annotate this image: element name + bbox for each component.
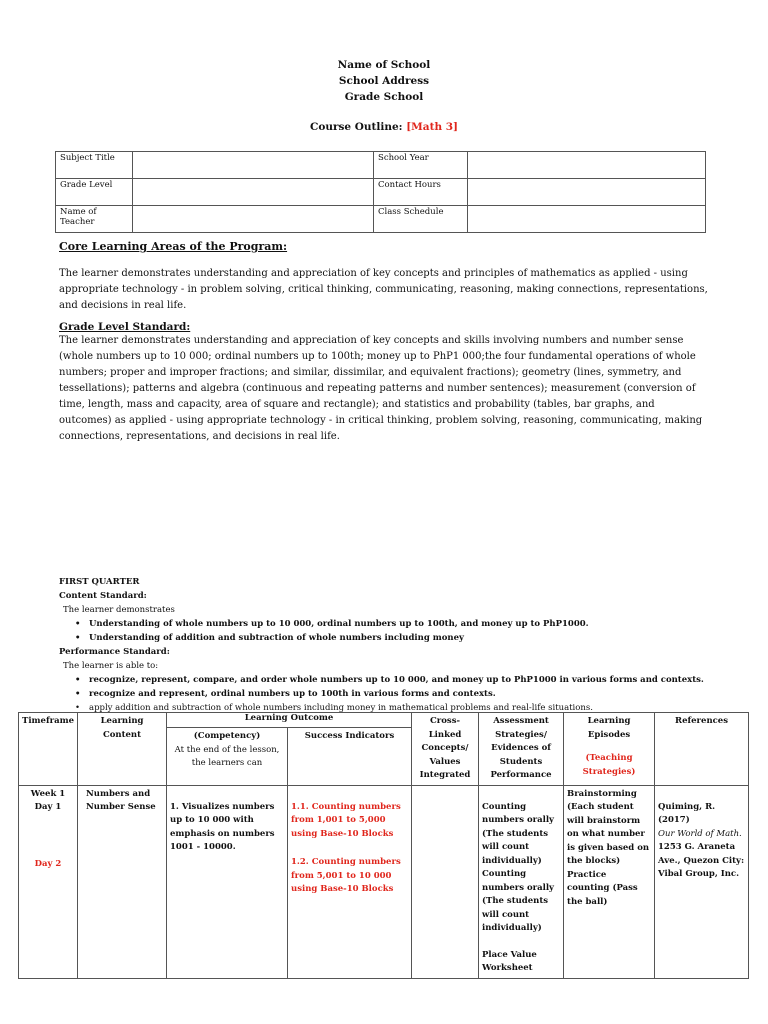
- name-of-teacher-label: Name of Teacher: [56, 206, 133, 233]
- header-learning-content: Learning Content: [78, 713, 167, 786]
- header-competency: [167, 728, 288, 785]
- assessment-1: Counting numbers orally (The students will count individually): [482, 801, 554, 866]
- class-schedule-label: Class Schedule: [374, 206, 468, 233]
- first-quarter-title: FIRST QUARTER: [59, 577, 140, 587]
- school-year-value[interactable]: [468, 152, 706, 179]
- contact-hours-value[interactable]: [468, 179, 706, 206]
- row-references: [655, 785, 749, 978]
- performance-standard-item: • recognize and represent, ordinal numbers up to 100th in various forms and contexts.: [59, 687, 739, 701]
- success-indicator-1: 1.1. Counting numbers from 1,001 to 5,000 using Base-10 Blocks: [291, 801, 401, 839]
- row-assessment: [479, 785, 564, 978]
- row-competency: 1. Visualizes numbers up to 10 000 with emphasis on numbers 1001 - 10000.: [167, 785, 288, 978]
- day2-label: Day 2: [34, 858, 62, 869]
- performance-standard-label: Performance Standard:: [59, 647, 170, 657]
- competency-label: (Competency): [193, 731, 261, 742]
- learning-plan-table: [18, 712, 749, 979]
- assessment-3: Place Value Worksheet: [482, 949, 537, 973]
- course-outline-subject: [Math 3]: [406, 121, 459, 133]
- grade-level-standard-text: The learner demonstrates understanding and appreciation of key concepts and skills involving numbers and number sense (whole numbers up to 10 000; ordinal numbers up to 100th; money up to PhP1 000;the four fundamental operations of whole numbers; proper and improper fractions; and similar, dissimilar, and equivalent fractions); geometry (lines, symmetry, and tessellations); patterns and algebra (continuous and repeating patterns and number sentences); measurement (conversion of time, length, mass and capacity, area of square and rectangle); and statistics and probability (tables, bar graphs, and outcomes) as applied - using appropriate technology - in critical thinking, problem solving, reasoning, communicating, making connections, representations, and decisions in real life.: [59, 335, 703, 442]
- teaching-strategies-label: (Teaching Strategies): [582, 753, 636, 777]
- header-success-indicators: Success Indicators: [288, 728, 412, 785]
- grade-level-value[interactable]: [133, 179, 374, 206]
- course-info-table: [55, 151, 706, 233]
- header-cross-linked: Cross-Linked Concepts/ Values Integrated: [412, 713, 479, 786]
- school-address: School Address: [338, 75, 430, 87]
- header-assessment: Assessment Strategies/ Evidences of Students Performance: [479, 713, 564, 786]
- performance-standard-item: • apply addition and subtraction of whole numbers including money in mathematical problems and real-life situations.: [59, 701, 739, 715]
- name-of-teacher-value[interactable]: [133, 206, 374, 233]
- school-year-label: School Year: [374, 152, 468, 179]
- reference-publisher: 1253 G. Araneta Ave., Quezon City: Vibal Group, Inc.: [658, 842, 745, 879]
- episode-2: Practice counting (Pass the ball): [567, 869, 638, 907]
- contact-hours-label: Contact Hours: [374, 179, 468, 206]
- performance-standard-intro: The learner is able to:: [63, 661, 159, 671]
- content-standard-label: Content Standard:: [59, 591, 147, 601]
- row-learning-episodes: [564, 785, 655, 978]
- subject-title-value[interactable]: [133, 152, 374, 179]
- subject-title-label: Subject Title: [56, 152, 133, 179]
- course-outline-title: [0, 121, 768, 133]
- class-schedule-value[interactable]: [468, 206, 706, 233]
- performance-standard-item: • recognize, represent, compare, and order whole numbers up to 10 000, and money up to PhP1000 in various forms and contexts.: [59, 673, 739, 687]
- content-standard-item: • Understanding of addition and subtraction of whole numbers including money: [59, 631, 739, 645]
- content-standard-intro: The learner demonstrates: [63, 605, 175, 615]
- grade-level-standard-title: Grade Level Standard:: [59, 321, 191, 333]
- reference-title: Our World of Math.: [658, 828, 742, 839]
- row-learning-content: Numbers and Number Sense: [78, 785, 167, 978]
- success-indicator-2: 1.2. Counting numbers from 5,001 to 10 000 using Base-10 Blocks: [291, 857, 401, 894]
- episode-1: Brainstorming (Each student will brainstorm on what number is given based on the blocks): [567, 788, 650, 866]
- core-learning-text: The learner demonstrates understanding and appreciation of key concepts and principles of mathematics as applied - using appropriate technology - in problem solving, critical thinking, communicating, reasoning, making connections, representations, and decisions in real life.: [59, 268, 708, 311]
- grade-level-label: Grade Level: [56, 179, 133, 206]
- learning-episodes-label: Learning Episodes: [587, 716, 631, 740]
- day1-label: Day 1: [34, 802, 62, 812]
- week-label: Week 1: [30, 788, 66, 799]
- row-cross-linked: [412, 785, 479, 978]
- row-timeframe: [19, 785, 78, 978]
- content-standard-item: • Understanding of whole numbers up to 10 000, ordinal numbers up to 100th, and money up to PhP1000.: [59, 617, 739, 631]
- grade-school: Grade School: [344, 91, 424, 103]
- header-learning-episodes: [564, 713, 655, 786]
- assessment-2: Counting numbers orally (The students will count individually): [482, 869, 554, 933]
- row-success-indicators: [288, 785, 412, 978]
- header-references: References: [655, 713, 749, 786]
- header-timeframe: Timeframe: [19, 713, 78, 786]
- first-quarter-section: [59, 575, 739, 715]
- header-learning-outcome: Learning Outcome: [167, 713, 412, 728]
- reference-author: Quiming, R. (2017): [658, 801, 716, 825]
- competency-sub: At the end of the lesson, the learners can: [174, 744, 280, 769]
- school-name: Name of School: [337, 59, 431, 71]
- course-outline-label: Course Outline:: [309, 121, 403, 133]
- core-learning-title: Core Learning Areas of the Program:: [59, 240, 288, 253]
